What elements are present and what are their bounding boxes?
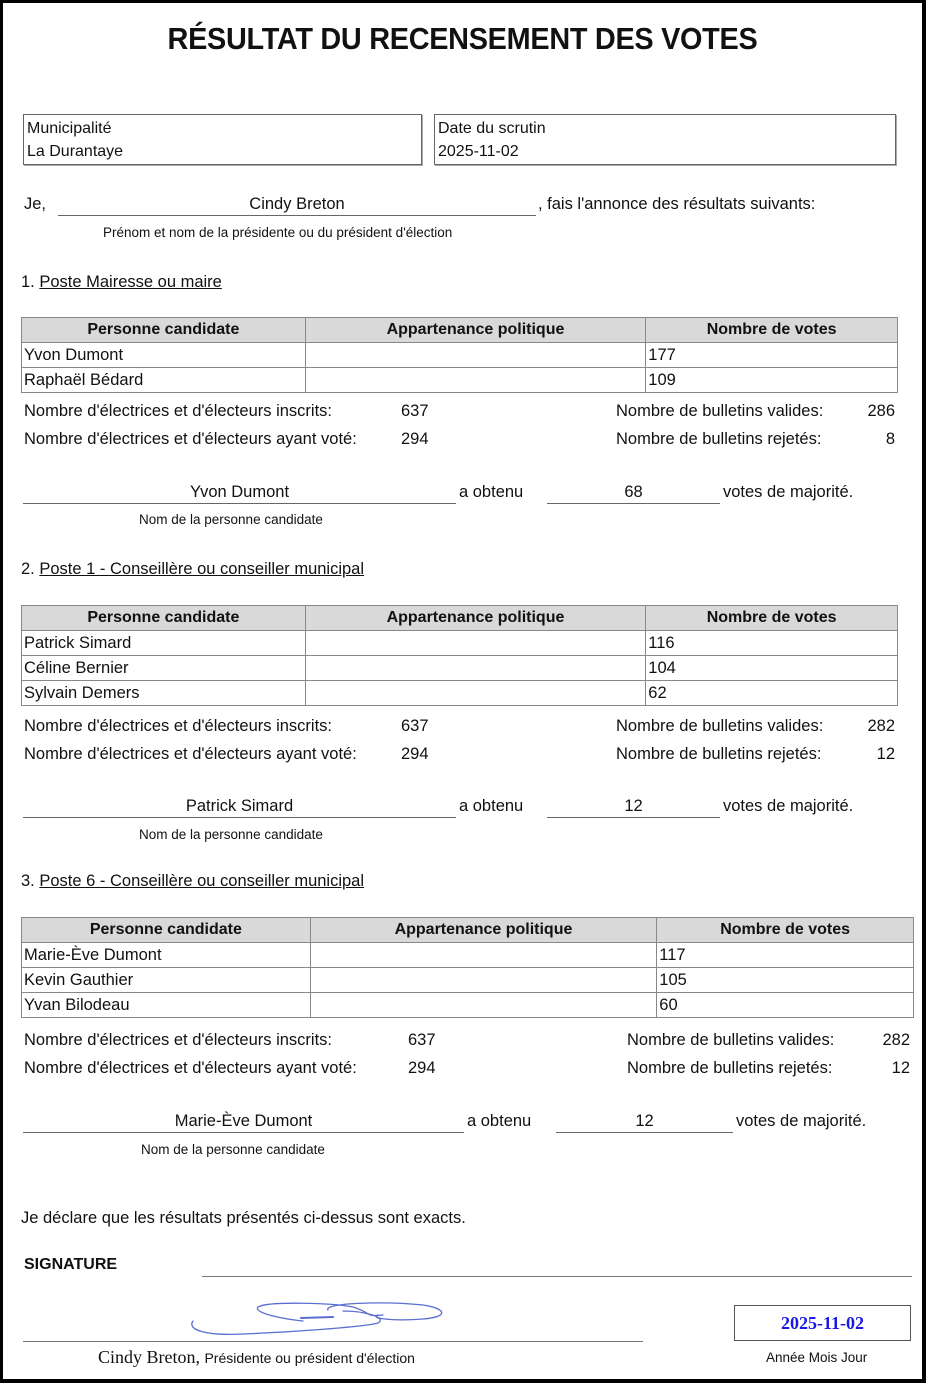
candidate-votes[interactable]: 62 [646,681,898,706]
candidate-name[interactable]: Kevin Gauthier [22,968,311,993]
valid-value[interactable]: 282 [882,1031,910,1049]
rejected-label: Nombre de bulletins rejetés: [616,745,822,763]
winner-caption: Nom de la personne candidate [139,827,323,842]
candidate-votes[interactable]: 177 [646,343,898,368]
table-row [22,993,914,1018]
candidate-votes[interactable]: 105 [657,968,914,993]
section-2-title [21,560,364,579]
candidate-name[interactable]: Yvan Bilodeau [22,993,311,1018]
registered-value[interactable]: 637 [408,1031,436,1049]
header-votes: Nombre de votes [646,318,898,343]
candidate-name[interactable]: Patrick Simard [22,631,306,656]
majority-suffix: votes de majorité. [723,483,854,501]
candidate-party[interactable] [305,681,646,706]
rejected-label: Nombre de bulletins rejetés: [627,1059,833,1077]
election-results-form [3,3,922,1379]
signature-label: SIGNATURE [24,1256,118,1273]
table-row [22,631,898,656]
candidate-party[interactable] [305,656,646,681]
candidate-name[interactable]: Sylvain Demers [22,681,306,706]
officer-name-field[interactable]: Cindy Breton [58,193,536,216]
candidate-votes[interactable]: 104 [646,656,898,681]
majority-suffix: votes de majorité. [723,797,854,815]
rejected-value[interactable]: 12 [891,1059,910,1077]
signer-role: Présidente ou président d'élection [204,1350,415,1366]
table-header-row [22,606,898,631]
election-date-field[interactable] [434,114,896,165]
registered-value[interactable]: 637 [401,402,429,420]
declaration-text: Je déclare que les résultats présentés ci-dessus sont exacts. [21,1209,466,1227]
header-candidate: Personne candidate [22,606,306,631]
header-candidate: Personne candidate [22,318,306,343]
majority-field[interactable]: 68 [547,481,720,504]
registered-value[interactable]: 637 [401,717,429,735]
registered-label: Nombre d'électrices et d'électeurs inscrits: [24,717,332,735]
section-3-title [21,872,364,891]
section-number: 2. [21,560,35,578]
results-table-section-1 [21,317,898,393]
signature-line[interactable] [202,1276,912,1277]
candidate-name[interactable]: Céline Bernier [22,656,306,681]
voted-label: Nombre d'électrices et d'électeurs ayant voté: [24,745,357,763]
header-candidate: Personne candidate [22,918,311,943]
section-number: 1. [21,273,35,291]
voted-label: Nombre d'électrices et d'électeurs ayant voté: [24,1059,357,1077]
obtained-label: a obtenu [459,797,524,815]
signer-line [23,1341,643,1342]
candidate-votes[interactable]: 117 [657,943,914,968]
results-table-section-3 [21,917,914,1018]
majority-suffix: votes de majorité. [736,1112,867,1130]
winner-name-field[interactable]: Yvon Dumont [23,481,456,504]
candidate-party[interactable] [305,631,646,656]
municipality-value: La Durantaye [27,143,124,160]
results-table-section-2 [21,605,898,706]
municipality-field[interactable] [23,114,422,165]
signature-date-field[interactable]: 2025-11-02 [734,1305,911,1341]
officer-name-caption: Prénom et nom de la présidente ou du président d'élection [103,225,453,240]
obtained-label: a obtenu [467,1112,532,1130]
signer-name[interactable]: Cindy Breton, [98,1347,200,1367]
date-caption: Année Mois Jour [766,1350,868,1365]
table-row [22,968,914,993]
registered-label: Nombre d'électrices et d'électeurs inscrits: [24,1031,332,1049]
election-date-label: Date du scrutin [438,120,546,137]
rejected-value[interactable]: 8 [885,430,895,448]
voted-value[interactable]: 294 [408,1059,436,1077]
winner-name-field[interactable]: Patrick Simard [23,795,456,818]
header-party: Appartenance politique [310,918,657,943]
candidate-party[interactable] [305,368,646,393]
candidate-votes[interactable]: 116 [646,631,898,656]
registered-label: Nombre d'électrices et d'électeurs inscrits: [24,402,332,420]
valid-label: Nombre de bulletins valides: [616,402,824,420]
section-name: Poste Mairesse ou maire [39,273,222,291]
rejected-label: Nombre de bulletins rejetés: [616,430,822,448]
table-row [22,656,898,681]
header-votes: Nombre de votes [657,918,914,943]
table-header-row [22,918,914,943]
municipality-label: Municipalité [27,120,112,137]
header-party: Appartenance politique [305,606,646,631]
candidate-party[interactable] [310,993,657,1018]
voted-value[interactable]: 294 [401,430,429,448]
candidate-party[interactable] [305,343,646,368]
signer-block [98,1347,415,1368]
candidate-party[interactable] [310,943,657,968]
majority-field[interactable]: 12 [547,795,720,818]
winner-name-field[interactable]: Marie-Ève Dumont [23,1110,464,1133]
handwritten-signature-icon [183,1293,463,1343]
majority-field[interactable]: 12 [556,1110,733,1133]
table-row [22,368,898,393]
section-number: 3. [21,872,35,890]
table-row [22,681,898,706]
valid-value[interactable]: 282 [867,717,895,735]
header-votes: Nombre de votes [646,606,898,631]
candidate-votes[interactable]: 60 [657,993,914,1018]
obtained-label: a obtenu [459,483,524,501]
valid-label: Nombre de bulletins valides: [627,1031,835,1049]
valid-value[interactable]: 286 [867,402,895,420]
candidate-votes[interactable]: 109 [646,368,898,393]
winner-caption: Nom de la personne candidate [139,512,323,527]
election-date-value: 2025-11-02 [438,143,519,160]
candidate-name[interactable]: Raphaël Bédard [22,368,306,393]
announcement-prefix: Je, [24,195,47,213]
table-header-row [22,318,898,343]
candidate-name[interactable]: Yvon Dumont [22,343,306,368]
voted-value[interactable]: 294 [401,745,429,763]
table-row [22,943,914,968]
candidate-party[interactable] [310,968,657,993]
header-party: Appartenance politique [305,318,646,343]
section-name: Poste 6 - Conseillère ou conseiller municipal [39,872,365,890]
rejected-value[interactable]: 12 [876,745,895,763]
page-title: RÉSULTAT DU RECENSEMENT DES VOTES [167,21,758,56]
winner-caption: Nom de la personne candidate [141,1142,325,1157]
valid-label: Nombre de bulletins valides: [616,717,824,735]
announcement-suffix: , fais l'annonce des résultats suivants: [538,195,816,213]
section-1-title [21,273,222,292]
section-name: Poste 1 - Conseillère ou conseiller municipal [39,560,365,578]
table-row [22,343,898,368]
voted-label: Nombre d'électrices et d'électeurs ayant voté: [24,430,357,448]
candidate-name[interactable]: Marie-Ève Dumont [22,943,311,968]
